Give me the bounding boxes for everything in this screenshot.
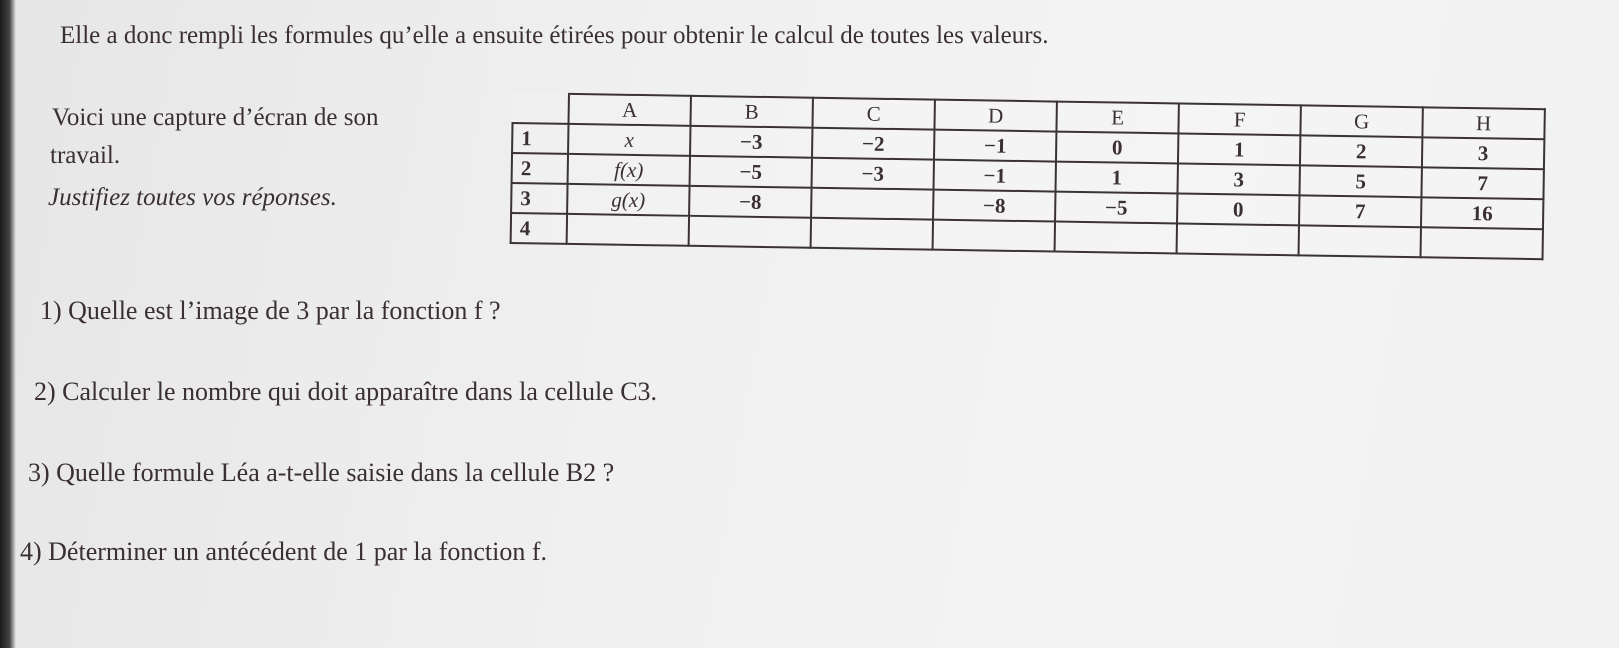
corner-cell [513,93,569,124]
cell-f1: 1 [1178,133,1300,165]
cell-d4 [933,220,1055,252]
cell-a3: g(x) [567,184,689,216]
cell-b1: −3 [690,126,812,158]
cell-e3: −5 [1055,192,1177,224]
cell-c1: −2 [812,128,934,160]
cell-e1: 0 [1056,132,1178,164]
instruction-line-2: travail. [50,142,121,169]
row-number: 1 [512,123,568,154]
row-number: 4 [511,213,567,244]
cell-a2: f(x) [568,154,690,186]
column-header-a: A [569,94,691,126]
cell-g4 [1299,225,1421,257]
column-header-h: H [1422,107,1544,139]
cell-f2: 3 [1177,163,1299,195]
cell-d3: −8 [933,190,1055,222]
cell-h2: 7 [1421,167,1543,199]
cell-c3 [811,188,933,220]
cell-a1: x [568,124,690,156]
question-1: 1) Quelle est l’image de 3 par la fonction f ? [40,296,501,325]
column-header-e: E [1056,102,1178,134]
cell-a4 [567,214,689,246]
column-header-d: D [934,100,1056,132]
cell-b2: −5 [690,156,812,188]
cell-c2: −3 [812,158,934,190]
spreadsheet-table [510,92,1546,260]
cell-e2: 1 [1056,162,1178,194]
cell-d2: −1 [934,160,1056,192]
cell-b3: −8 [689,186,811,218]
column-header-b: B [690,96,812,128]
row-number: 3 [511,183,567,214]
cell-f4 [1177,223,1299,255]
row-number: 2 [512,153,568,184]
cell-h4 [1421,227,1543,259]
cell-g2: 5 [1299,165,1421,197]
cell-c4 [811,218,933,250]
cell-b4 [689,216,811,248]
question-3: 3) Quelle formule Léa a-t-elle saisie dans la cellule B2 ? [28,458,615,487]
question-2: 2) Calculer le nombre qui doit apparaître dans la cellule C3. [34,377,658,406]
cell-g1: 2 [1300,135,1422,167]
cell-h3: 16 [1421,197,1543,229]
instruction-justify: Justifiez toutes vos réponses. [48,184,337,211]
cell-e4 [1055,222,1177,254]
cell-h1: 3 [1422,137,1544,169]
cell-g3: 7 [1299,195,1421,227]
photo-edge-shadow [0,0,16,648]
column-header-c: C [812,98,934,130]
column-header-f: F [1178,103,1300,135]
cell-f3: 0 [1177,193,1299,225]
intro-text: Elle a donc rempli les formules qu’elle a ensuite étirées pour obtenir le calcul de toutes les valeurs. [60,22,1049,49]
cell-d1: −1 [934,130,1056,162]
question-4: 4) Déterminer un antécédent de 1 par la fonction f. [20,537,547,566]
instruction-line-1: Voici une capture d’écran de son [52,104,379,131]
column-header-g: G [1300,105,1422,137]
